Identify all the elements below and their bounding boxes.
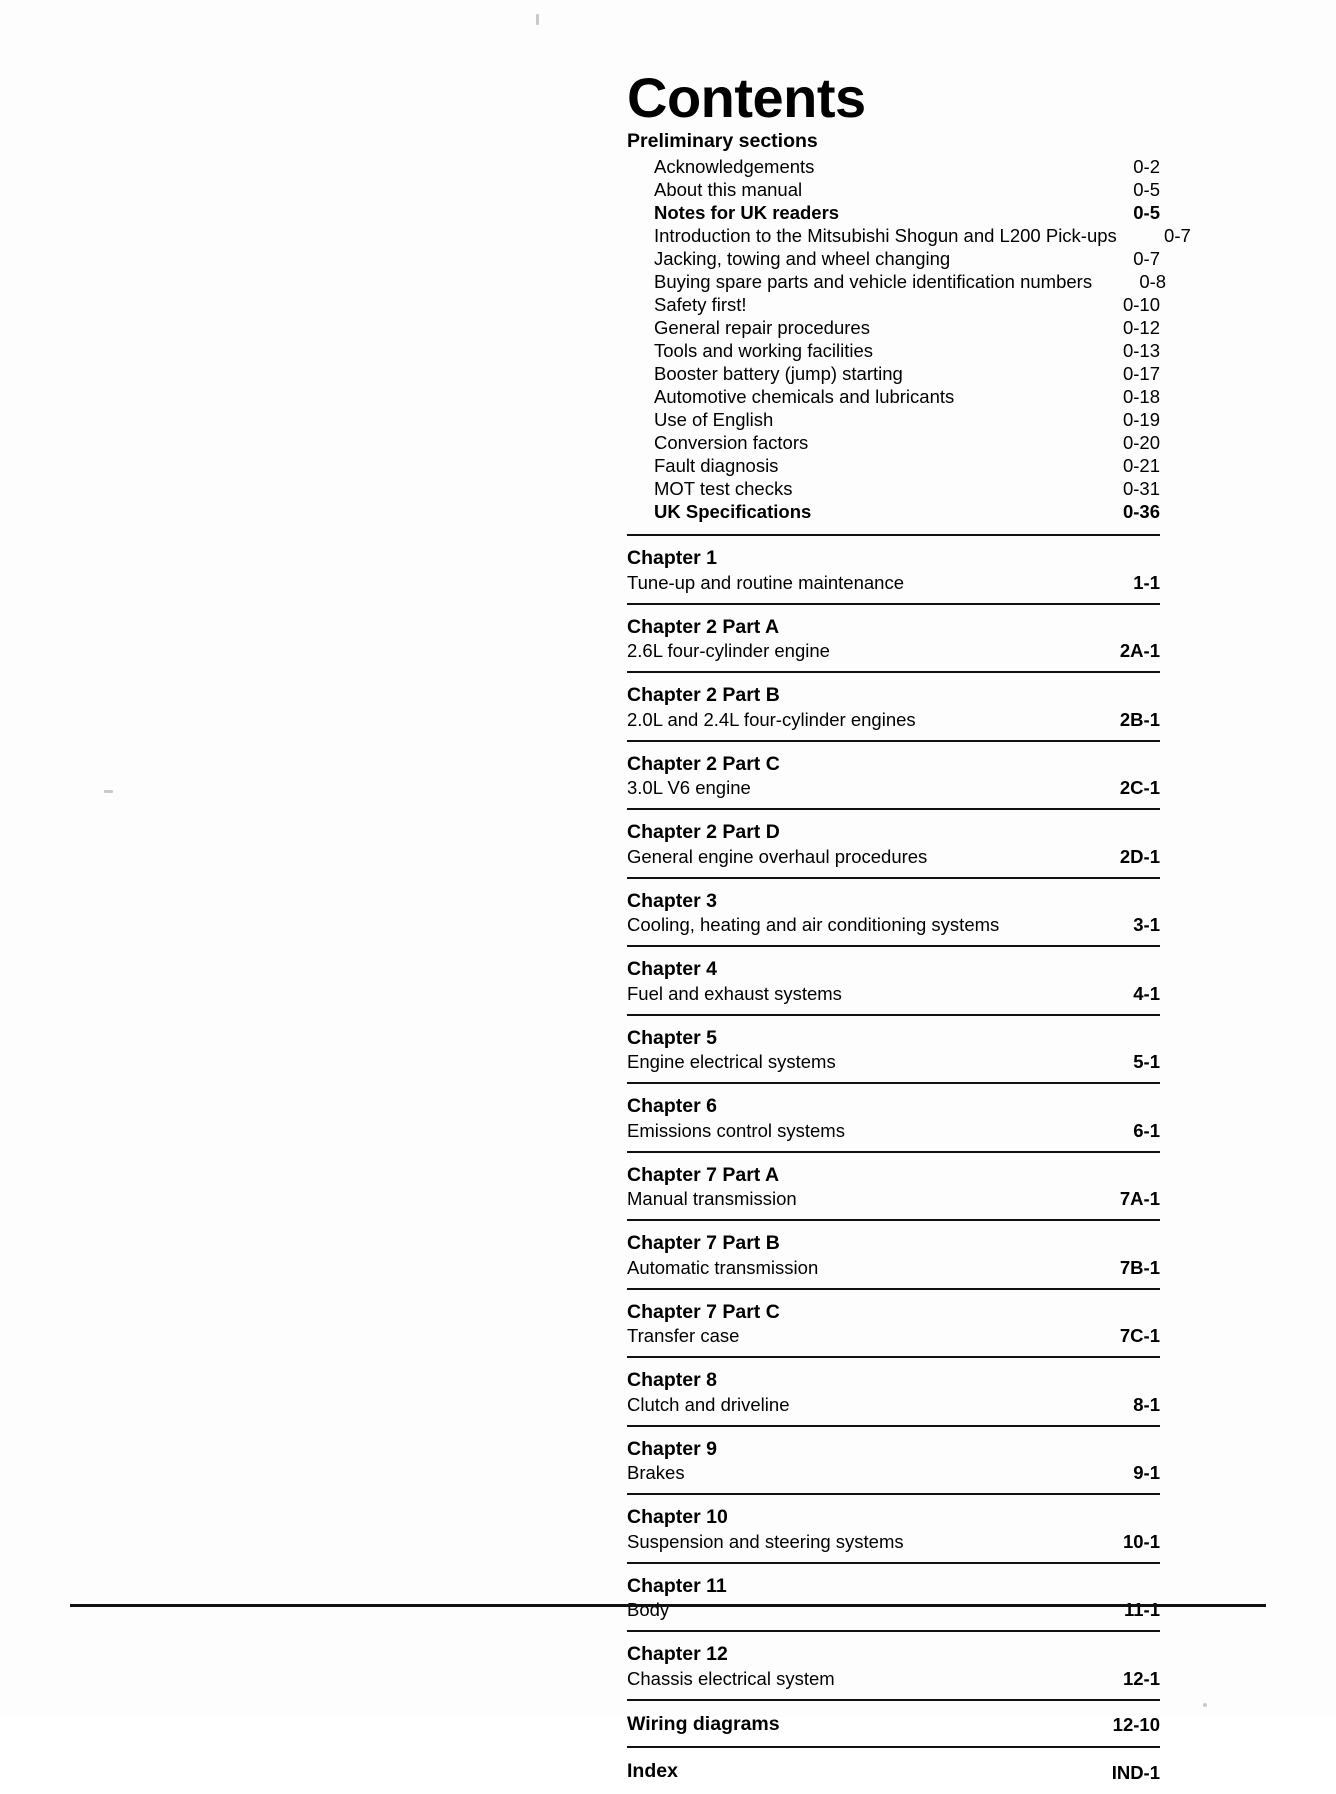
back-matter-entry-heading: Index — [627, 1760, 678, 1783]
preliminary-entry-label: General repair procedures — [654, 317, 870, 338]
preliminary-entry-page: 0-12 — [1122, 317, 1160, 338]
chapter-entry-heading: Chapter 11 — [627, 1574, 727, 1597]
chapter-entry[interactable] — [627, 1632, 1160, 1699]
preliminary-entry-label: Notes for UK readers — [654, 201, 840, 223]
chapter-entry-subtitle: Chassis electrical system — [627, 1667, 835, 1689]
chapter-entry-subtitle: Automatic transmission — [627, 1256, 819, 1278]
chapter-entry[interactable] — [627, 536, 1160, 603]
preliminary-entry-page: 0-5 — [1133, 201, 1160, 223]
chapter-entry[interactable] — [627, 810, 1160, 877]
chapter-entry-heading: Chapter 4 — [627, 958, 717, 981]
preliminary-entry[interactable] — [627, 178, 1160, 201]
chapter-entry-heading: Chapter 9 — [627, 1437, 717, 1460]
scan-artifact — [1203, 1703, 1207, 1707]
preliminary-entry-page: 0-18 — [1122, 386, 1160, 408]
preliminary-entry-label: Automotive chemicals and lubricants — [654, 386, 955, 408]
chapter-entry[interactable] — [627, 1564, 1160, 1631]
back-matter-entry[interactable] — [627, 1701, 1160, 1746]
preliminary-entry[interactable] — [627, 385, 1160, 408]
chapter-entry[interactable] — [627, 1427, 1160, 1494]
chapter-entry[interactable] — [627, 947, 1160, 1014]
preliminary-entry-label: Jacking, towing and wheel changing — [654, 247, 951, 269]
preliminary-entry-label: Introduction to the Mitsubishi Shogun and L200 Pick-ups — [654, 224, 1117, 246]
chapter-entry[interactable] — [627, 1153, 1160, 1220]
preliminary-entry[interactable] — [627, 339, 1160, 362]
preliminary-entry[interactable] — [627, 316, 1160, 339]
chapter-entry-heading: Chapter 1 — [627, 547, 717, 570]
chapter-entry[interactable] — [627, 879, 1160, 946]
preliminary-entry-page: 0-7 — [1133, 247, 1160, 269]
chapter-entry-page: 8-1 — [1133, 1393, 1160, 1415]
preliminary-sections-block — [627, 130, 1191, 523]
preliminary-entry-page: 0-13 — [1122, 340, 1160, 362]
preliminary-entry-page: 0-10 — [1122, 293, 1160, 315]
preliminary-entry-label: Tools and working facilities — [654, 340, 874, 362]
scan-artifact — [536, 14, 539, 25]
preliminary-entry[interactable] — [627, 362, 1160, 385]
preliminary-entry-page: 0-5 — [1133, 178, 1160, 200]
chapter-entry-page: 4-1 — [1133, 982, 1160, 1004]
chapter-entry[interactable] — [627, 673, 1160, 740]
preliminary-entry-page: 0-17 — [1122, 363, 1160, 385]
back-matter-list — [627, 1701, 1160, 1794]
preliminary-entry-page: 0-7 — [1164, 224, 1191, 246]
chapter-entry-heading: Chapter 7 Part B — [627, 1232, 780, 1255]
chapter-entry-subtitle: Engine electrical systems — [627, 1051, 836, 1073]
preliminary-entry-label: About this manual — [654, 178, 803, 200]
chapter-entry[interactable] — [627, 1495, 1160, 1562]
preliminary-entry[interactable] — [627, 408, 1160, 431]
table-of-contents — [627, 66, 1191, 1794]
chapter-entry[interactable] — [627, 742, 1160, 809]
chapter-entry-page: 1-1 — [1133, 571, 1160, 593]
chapter-entry-page: 9-1 — [1133, 1462, 1160, 1484]
preliminary-entry[interactable] — [627, 293, 1160, 316]
chapters-list — [627, 536, 1160, 1701]
chapter-entry-subtitle: General engine overhaul procedures — [627, 845, 928, 867]
preliminary-entry[interactable] — [627, 454, 1160, 477]
back-matter-entry-page: IND-1 — [1111, 1761, 1160, 1783]
preliminary-entry-page: 0-19 — [1122, 409, 1160, 431]
page-bottom-rule — [70, 1604, 1266, 1607]
chapter-entry-subtitle: 2.0L and 2.4L four-cylinder engines — [627, 708, 916, 730]
chapter-entry-subtitle: Transfer case — [627, 1325, 740, 1347]
preliminary-entry-label: Buying spare parts and vehicle identification numbers — [654, 270, 1093, 292]
chapter-entry-heading: Chapter 12 — [627, 1643, 728, 1666]
preliminary-entry[interactable] — [627, 201, 1160, 224]
preliminary-entry-page: 0-20 — [1122, 432, 1160, 454]
chapter-entry-heading: Chapter 2 Part D — [627, 821, 780, 844]
chapter-entry-subtitle: Suspension and steering systems — [627, 1530, 904, 1552]
chapter-entry-subtitle: Fuel and exhaust systems — [627, 982, 842, 1004]
preliminary-entry-label: Acknowledgements — [654, 155, 815, 177]
chapter-entry[interactable] — [627, 1290, 1160, 1357]
chapter-entry-page: 10-1 — [1122, 1530, 1160, 1552]
preliminary-entry-page: 0-2 — [1133, 155, 1160, 177]
chapter-entry-subtitle: Clutch and driveline — [627, 1393, 790, 1415]
preliminary-sections-list — [627, 155, 1191, 524]
preliminary-entry-label: Booster battery (jump) starting — [654, 363, 903, 385]
chapter-entry-subtitle: Brakes — [627, 1462, 685, 1484]
preliminary-entry[interactable] — [627, 500, 1160, 523]
chapter-entry-page: 7C-1 — [1119, 1325, 1160, 1347]
preliminary-entry[interactable] — [627, 224, 1191, 247]
chapter-entry-heading: Chapter 5 — [627, 1026, 717, 1049]
preliminary-entry[interactable] — [627, 477, 1160, 500]
chapter-entry-subtitle: 2.6L four-cylinder engine — [627, 640, 830, 662]
chapter-entry-heading: Chapter 3 — [627, 889, 717, 912]
chapter-entry-heading: Chapter 2 Part B — [627, 684, 780, 707]
chapter-entry[interactable] — [627, 1358, 1160, 1425]
preliminary-entry-label: Conversion factors — [654, 432, 809, 454]
preliminary-entry[interactable] — [627, 431, 1160, 454]
chapter-entry-heading: Chapter 7 Part A — [627, 1163, 780, 1186]
back-matter-entry[interactable] — [627, 1748, 1160, 1793]
preliminary-entry-page: 0-8 — [1139, 270, 1167, 292]
chapter-entry-heading: Chapter 2 Part A — [627, 615, 780, 638]
chapter-entry-page: 2D-1 — [1119, 845, 1160, 867]
chapter-entry-page: 2C-1 — [1119, 777, 1160, 799]
chapter-entry-subtitle: Manual transmission — [627, 1188, 797, 1210]
chapter-entry-subtitle: Body — [627, 1599, 670, 1621]
chapter-entry[interactable] — [627, 605, 1160, 672]
chapter-entry[interactable] — [627, 1084, 1160, 1151]
preliminary-entry[interactable] — [627, 155, 1160, 178]
chapter-entry-page: 11-1 — [1123, 1599, 1160, 1621]
chapter-entry-heading: Chapter 6 — [627, 1095, 717, 1118]
preliminary-entry-label: UK Specifications — [654, 501, 812, 523]
chapter-entry-subtitle: Emissions control systems — [627, 1119, 845, 1141]
scan-artifact — [104, 790, 113, 793]
chapter-entry-page: 2A-1 — [1119, 640, 1160, 662]
chapter-entry-heading: Chapter 10 — [627, 1506, 728, 1529]
chapter-entry-page: 6-1 — [1133, 1119, 1160, 1141]
chapter-entry-page: 7B-1 — [1119, 1256, 1160, 1278]
chapter-entry-heading: Chapter 2 Part C — [627, 752, 780, 775]
chapter-entry-page: 12-1 — [1122, 1667, 1160, 1689]
chapter-entry[interactable] — [627, 1016, 1160, 1083]
chapter-entry-heading: Chapter 8 — [627, 1369, 717, 1392]
chapter-entry[interactable] — [627, 1221, 1160, 1288]
chapter-entry-heading: Chapter 7 Part C — [627, 1300, 780, 1323]
preliminary-entry-page: 0-21 — [1122, 455, 1160, 477]
preliminary-entry[interactable] — [627, 270, 1167, 293]
back-matter-entry-heading: Wiring diagrams — [627, 1712, 780, 1735]
chapter-entry-subtitle: 3.0L V6 engine — [627, 777, 751, 799]
chapter-entry-page: 7A-1 — [1119, 1188, 1160, 1210]
chapter-entry-subtitle: Tune-up and routine maintenance — [627, 571, 905, 593]
chapter-entry-page: 2B-1 — [1119, 708, 1160, 730]
preliminary-sections-heading: Preliminary sections — [627, 130, 818, 152]
preliminary-entry[interactable] — [627, 247, 1160, 270]
chapter-entry-subtitle: Cooling, heating and air conditioning systems — [627, 914, 1000, 936]
back-matter-entry-page: 12-10 — [1112, 1714, 1160, 1736]
preliminary-entry-label: MOT test checks — [654, 478, 793, 500]
preliminary-entry-label: Fault diagnosis — [654, 455, 779, 477]
preliminary-entry-label: Safety first! — [654, 293, 747, 315]
preliminary-entry-label: Use of English — [654, 409, 774, 431]
preliminary-entry-page: 0-36 — [1122, 501, 1160, 523]
chapter-entry-page: 5-1 — [1133, 1051, 1160, 1073]
chapter-entry-page: 3-1 — [1133, 914, 1160, 936]
preliminary-entry-page: 0-31 — [1122, 478, 1160, 500]
page-title: Contents — [627, 66, 866, 129]
